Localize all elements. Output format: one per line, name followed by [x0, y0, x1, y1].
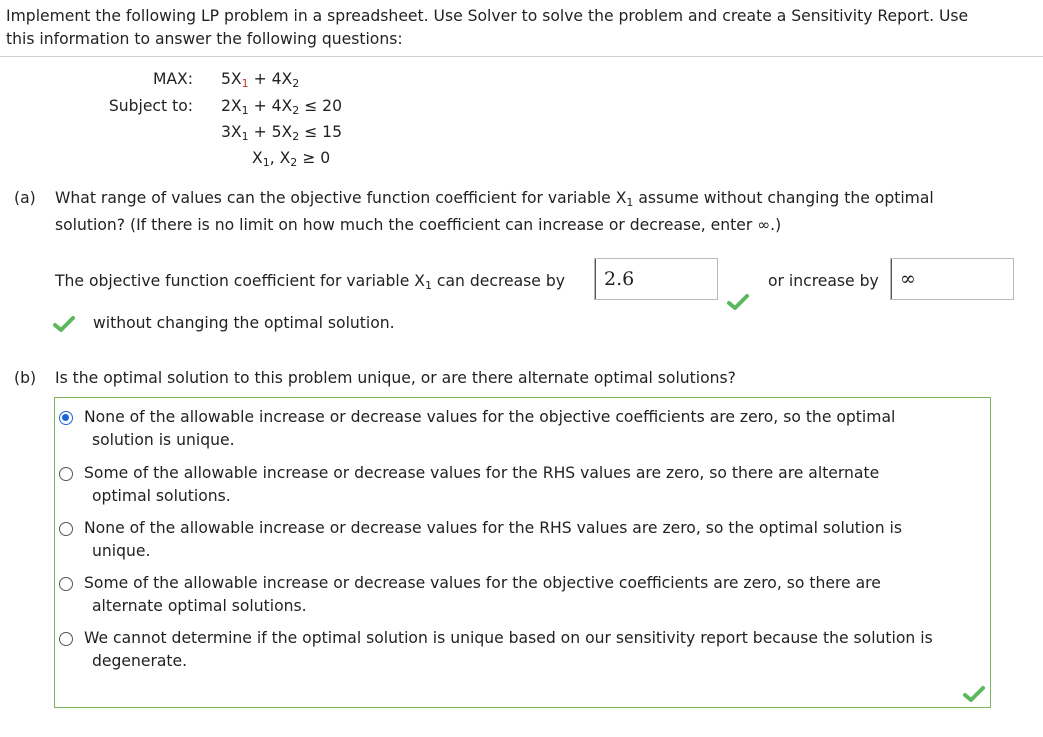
correct-check-icon — [727, 293, 749, 311]
choice-3-line-1: None of the allowable increase or decrease values for the RHS values are zero, so the optimal solution is — [84, 519, 903, 537]
without-changing-text: without changing the optimal solution. — [93, 314, 395, 332]
constraint-1: $2X_1 + 4X_2 \le 20$ — [221, 97, 343, 117]
nonnegativity: $X_1$, $X_2 \ge 0$ — [252, 149, 331, 169]
choice-2-line-2: optimal solutions. — [92, 487, 231, 505]
answer-choices — [54, 397, 991, 708]
correct-check-icon — [963, 685, 985, 703]
max-label: MAX: — [152, 70, 193, 88]
choice-2-line-1: Some of the allowable increase or decrease values for the RHS values are zero, so there are alternate — [84, 464, 880, 482]
choice-4-line-2: alternate optimal solutions. — [92, 597, 307, 615]
part-a-question-line-1: What range of values can the objective function coefficient for variable $X_1$ assume without changing the optimal — [55, 189, 934, 209]
radio-button[interactable] — [59, 522, 73, 536]
increase-value: ∞ — [891, 259, 916, 299]
radio-button[interactable] — [59, 467, 73, 481]
part-a-label: (a) — [14, 189, 36, 207]
correct-check-icon — [53, 315, 75, 333]
radio-button[interactable] — [59, 577, 73, 591]
decrease-value: 2.6 — [595, 259, 634, 299]
radio-button[interactable] — [59, 632, 73, 646]
decrease-input[interactable] — [594, 258, 718, 300]
increase-label: or increase by — [768, 272, 879, 290]
choice-1-line-1: None of the allowable increase or decrease values for the objective coefficients are zero, so the optimal — [84, 408, 896, 426]
instructions-line-2: this information to answer the following questions: — [6, 30, 403, 48]
divider — [0, 56, 1043, 57]
choice-1-line-2: solution is unique. — [92, 431, 235, 449]
part-a-question-line-2: solution? (If there is no limit on how much the coefficient can increase or decrease, enter ∞.) — [55, 216, 782, 234]
choice-3-line-2: unique. — [92, 542, 151, 560]
subject-to-label: Subject to: — [108, 97, 193, 115]
choice-4-line-1: Some of the allowable increase or decrease values for the objective coefficients are zero, so there are — [84, 574, 881, 592]
objective-function: $5X_1 + 4X_2$ — [221, 70, 300, 90]
part-b-label: (b) — [14, 369, 37, 387]
part-b-question: Is the optimal solution to this problem unique, or are there alternate optimal solutions? — [55, 369, 736, 387]
increase-input[interactable] — [890, 258, 1014, 300]
instructions-line-1: Implement the following LP problem in a spreadsheet. Use Solver to solve the problem and create a Sensitivity Report. Use — [6, 7, 969, 25]
choice-5-line-1: We cannot determine if the optimal solution is unique based on our sensitivity report because the solution is — [84, 629, 933, 647]
constraint-2: $3X_1 + 5X_2 \le 15$ — [221, 123, 343, 143]
choice-5-line-2: degenerate. — [92, 652, 188, 670]
decrease-prompt: The objective function coefficient for variable $X_1$ can decrease by — [55, 272, 565, 292]
radio-button-selected[interactable] — [59, 411, 73, 425]
